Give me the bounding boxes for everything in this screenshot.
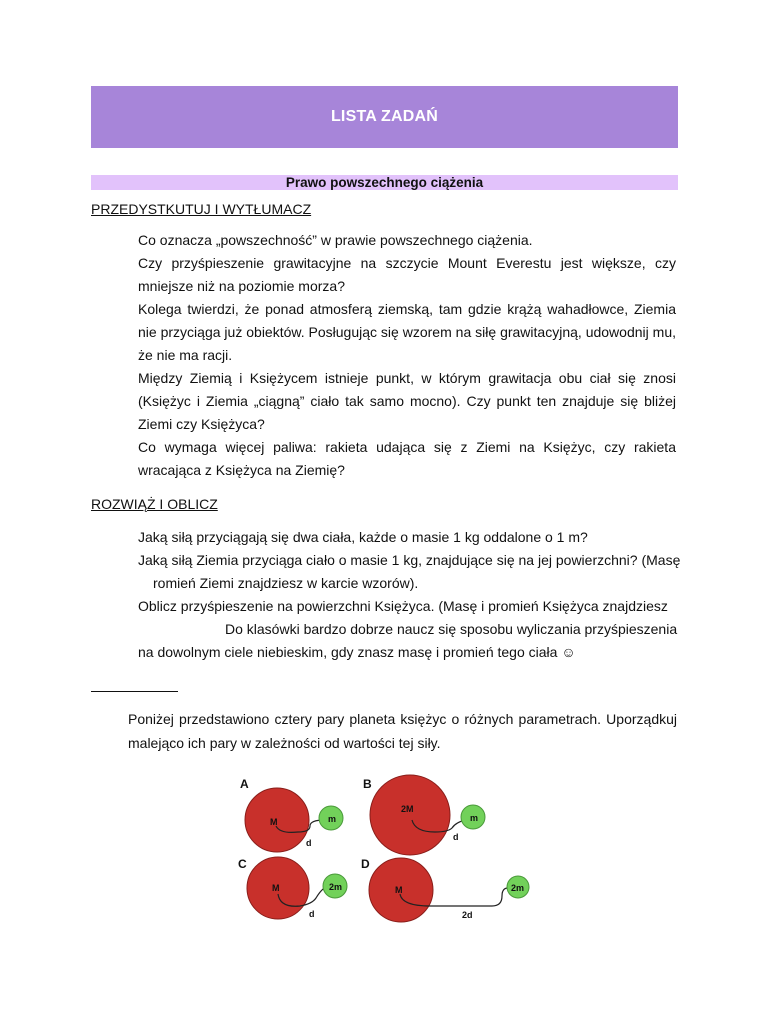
panel-d-letter: D xyxy=(361,857,370,871)
topic-title: Prawo powszechnego ciążenia xyxy=(285,175,484,190)
panel-c-planet-label: M xyxy=(272,883,280,893)
task-1: Jaką siłą przyciągają się dwa ciała, każde o masie 1 kg oddalone o 1 m? xyxy=(138,529,588,545)
title-banner xyxy=(91,86,678,148)
panel-d xyxy=(361,857,529,922)
question-2: Czy przyśpieszenie grawitacyjne na szczycie Mount Everestu jest większe, czy mniejsze niż na poziomie morza? xyxy=(138,255,676,294)
question-1: Co oznacza „powszechność” w prawie powszechnego ciążenia. xyxy=(138,232,533,248)
panel-b-letter: B xyxy=(363,777,372,791)
panel-b-distance-label: d xyxy=(453,832,459,842)
section-heading-discuss: PRZEDYSTKUTUJ I WYTŁUMACZ xyxy=(91,201,312,217)
separator-line xyxy=(91,691,178,692)
panel-c-distance-label: d xyxy=(309,909,315,919)
panel-a-planet-label: M xyxy=(270,817,278,827)
panel-d-planet-label: M xyxy=(395,885,403,895)
task-2: Jaką siłą Ziemia przyciąga ciało o masie 1 kg, znajdujące się na jej powierzchni? (Masę xyxy=(138,552,681,568)
solve-list xyxy=(138,526,683,664)
page-title: LISTA ZADAŃ xyxy=(330,108,439,125)
panel-b-planet xyxy=(370,775,450,855)
panel-d-moon-label: 2m xyxy=(511,883,525,893)
panel-c-letter: C xyxy=(238,857,247,871)
panel-b-moon-label: m xyxy=(470,813,479,823)
topic-bar xyxy=(91,175,678,190)
section-heading-solve: ROZWIĄŻ I OBLICZ xyxy=(91,496,218,512)
task-3-note: Do klasówki bardzo dobrze naucz się sposobu wyliczania przyśpieszenia xyxy=(225,621,678,637)
panel-c-moon-label: 2m xyxy=(329,882,343,892)
task-3-note-cont: na dowolnym ciele niebieskim, gdy znasz masę i promień tego ciała ☺ xyxy=(138,644,576,660)
task-3: Oblicz przyśpieszenie na powierzchni Księżyca. (Masę i promień Księżyca znajdziesz xyxy=(138,598,668,614)
question-3: Kolega twierdzi, że ponad atmosferą ziemską, tam gdzie krążą wahadłowce, Ziemia nie przyciąga już obiektów. Posługując się wzorem na siłę grawitacyjną, udowodnij mu, że nie ma racji. xyxy=(138,301,676,363)
panel-d-distance-label: 2d xyxy=(462,910,473,920)
panel-a-letter: A xyxy=(240,777,249,791)
panel-b-planet-label: 2M xyxy=(401,804,414,814)
panel-a xyxy=(240,777,343,852)
task-2-cont: romień Ziemi znajdziesz w karcie wzorów). xyxy=(153,575,419,591)
planet-moon-pairs-figure xyxy=(230,770,530,930)
panel-a-moon-label: m xyxy=(328,814,337,824)
panel-a-distance-label: d xyxy=(306,838,312,848)
discussion-list xyxy=(138,229,676,482)
question-4: Między Ziemią i Księżycem istnieje punkt, w którym grawitacja obu ciał się znosi (Księżyc i Ziemia „ciągną” ciało tak samo mocno). Czy punkt ten znajduje się bliżej Ziemi czy Księżyca? xyxy=(138,370,676,432)
question-5: Co wymaga więcej paliwa: rakieta udająca się z Ziemi na Księżyc, czy rakieta wracająca z Księżyca na Ziemię? xyxy=(138,439,676,478)
panel-b xyxy=(363,775,485,855)
panel-c xyxy=(238,857,347,919)
figure-intro: Poniżej przedstawiono cztery pary planeta księżyc o różnych parametrach. Uporządkuj malejąco ich pary w zależności od wartości tej siły. xyxy=(128,711,677,751)
